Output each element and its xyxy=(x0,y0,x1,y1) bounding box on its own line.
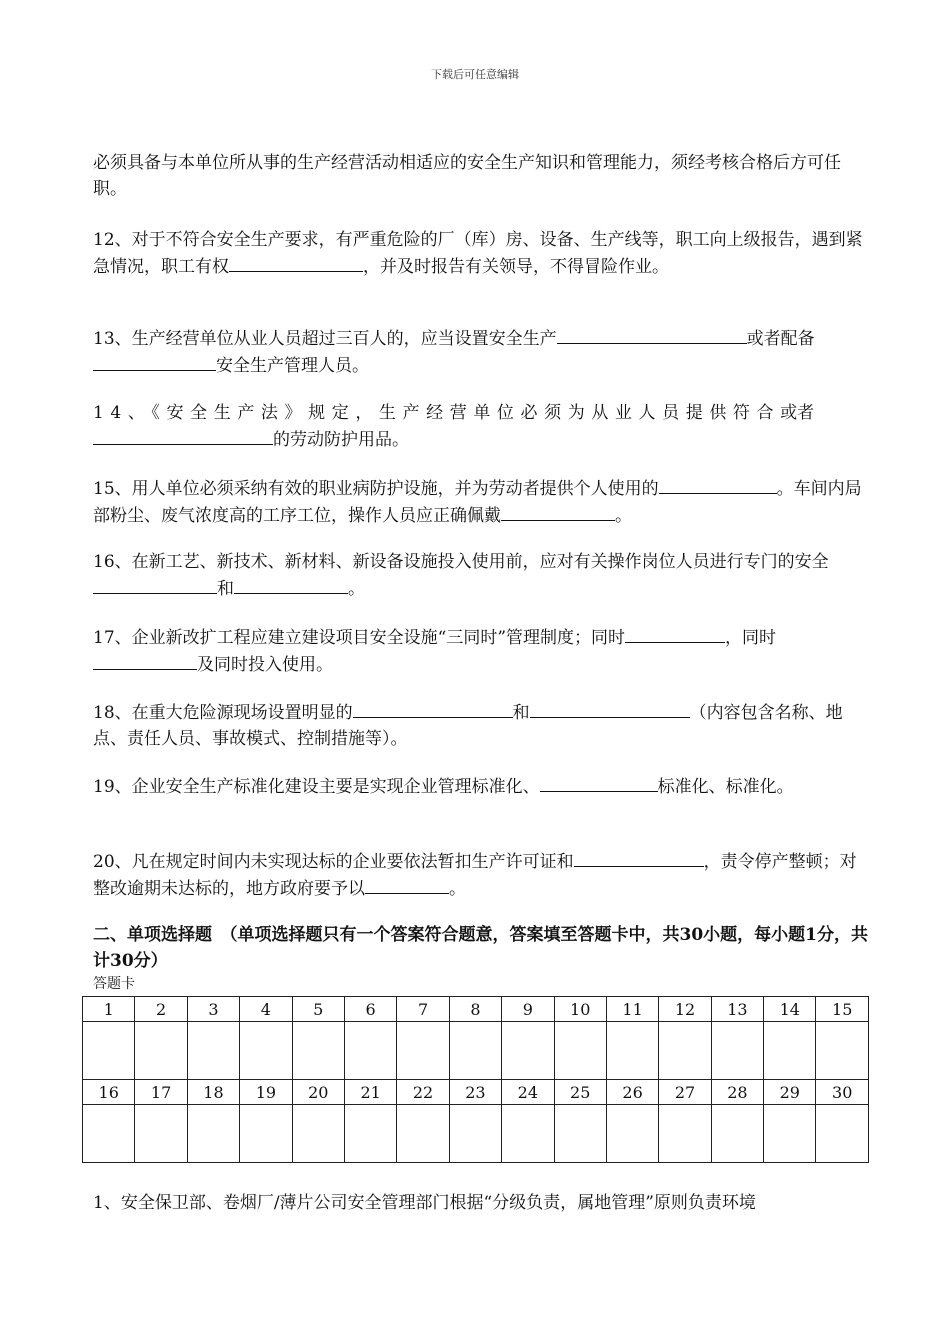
question-12 xyxy=(93,227,863,280)
question-text: 或者 xyxy=(780,403,815,423)
question-number-cell: 11 xyxy=(606,997,658,1022)
answer-cell[interactable] xyxy=(135,1105,187,1163)
question-text: 的劳动防护用品。 xyxy=(273,430,409,450)
question-text: 1、安全保卫部、卷烟厂/薄片公司安全管理部门根据“分级负责，属地管理”原则负责环境 xyxy=(93,1193,756,1213)
question-text: 。 xyxy=(348,579,365,599)
question-number-cell: 2 xyxy=(135,997,187,1022)
question-number-cell: 3 xyxy=(187,997,239,1022)
answer-cell[interactable] xyxy=(83,1105,135,1163)
question-text: 20、凡在规定时间内未实现达标的企业要依法暂扣生产许可证和 xyxy=(93,852,574,872)
answer-cell[interactable] xyxy=(606,1022,658,1080)
answer-cell[interactable] xyxy=(764,1022,816,1080)
answer-cell[interactable] xyxy=(135,1022,187,1080)
question-text: 。 xyxy=(615,506,632,526)
question-text: 标准化、 xyxy=(657,777,726,797)
question-text: 和 xyxy=(512,703,530,723)
question-17 xyxy=(93,624,863,678)
question-number-cell: 29 xyxy=(764,1080,816,1105)
question-number-cell: 13 xyxy=(711,997,763,1022)
answer-cell[interactable] xyxy=(397,1022,449,1080)
question-number-cell: 21 xyxy=(344,1080,396,1105)
question-text: 。 xyxy=(449,879,466,899)
question-number-cell: 28 xyxy=(711,1080,763,1105)
answer-cell[interactable] xyxy=(83,1022,135,1080)
question-text: 14、《安全生产法》规定，生产经营单位必须为从业人员提供符合 xyxy=(93,403,781,423)
question-14 xyxy=(93,400,863,453)
answer-cell[interactable] xyxy=(711,1022,763,1080)
answer-cell[interactable] xyxy=(502,1022,554,1080)
question-text: （内容包含名称、地点、责任人员、事故模式、控制措施等）。 xyxy=(93,703,843,749)
section-title: 二、单项选择题 （单项选择题只有一个答案符合题意，答案填至答题卡中，共30小题，每小题1分，共计30分） xyxy=(93,925,868,971)
question-number-cell: 18 xyxy=(187,1080,239,1105)
answer-card-label: 答题卡 xyxy=(93,976,135,992)
question-text: 17、企业新改扩工程应建立建设项目安全设施“三同时”管理制度；同时 xyxy=(93,628,626,648)
question-18 xyxy=(93,699,863,752)
question-20 xyxy=(93,848,863,902)
answer-cell[interactable] xyxy=(240,1022,292,1080)
question-1 xyxy=(93,1190,863,1216)
answer-blank[interactable] xyxy=(229,253,363,272)
question-number-cell: 24 xyxy=(502,1080,554,1105)
question-number-cell: 26 xyxy=(606,1080,658,1105)
question-text: 16、在新工艺、新技术、新材料、新设备设施投入使用前，应对有关操作岗位人员进行专门的安全 xyxy=(93,552,829,572)
answer-cell[interactable] xyxy=(344,1105,396,1163)
answer-cell[interactable] xyxy=(344,1022,396,1080)
answer-cell[interactable] xyxy=(187,1105,239,1163)
question-text: 及同时投入使用。 xyxy=(197,655,333,675)
answer-blank[interactable] xyxy=(540,773,658,792)
answer-card-table xyxy=(82,996,869,1163)
question-text: ，同时 xyxy=(725,628,777,648)
answer-cell[interactable] xyxy=(449,1105,501,1163)
answer-blank[interactable] xyxy=(659,475,777,494)
answer-blank[interactable] xyxy=(234,575,348,594)
question-number-cell: 1 xyxy=(83,997,135,1022)
question-15 xyxy=(93,475,863,529)
answer-blank[interactable] xyxy=(365,875,449,894)
answer-blank[interactable] xyxy=(93,651,197,670)
answer-cell[interactable] xyxy=(187,1022,239,1080)
answer-blank[interactable] xyxy=(574,848,704,867)
question-text: 。车间内局部粉尘、废气浓度高的工序工位，操作人员应正确佩戴 xyxy=(93,479,862,526)
question-number-cell: 4 xyxy=(240,997,292,1022)
page-header: 下载后可任意编辑 xyxy=(431,68,519,81)
question-number-cell: 27 xyxy=(659,1080,711,1105)
question-text: 19、企业安全生产标准化建设主要是实现企业管理标准化、 xyxy=(93,777,540,797)
question-number-cell: 7 xyxy=(397,997,449,1022)
question-number-cell: 22 xyxy=(397,1080,449,1105)
question-number-cell: 30 xyxy=(816,1080,869,1105)
answer-blank[interactable] xyxy=(93,426,273,445)
answer-blank[interactable] xyxy=(353,699,513,718)
question-number-cell: 5 xyxy=(292,997,344,1022)
question-16 xyxy=(93,549,863,602)
answer-cell[interactable] xyxy=(554,1022,606,1080)
answer-number-row xyxy=(83,1080,869,1105)
question-number-cell: 9 xyxy=(502,997,554,1022)
question-text: 标准化。 xyxy=(725,777,794,797)
answer-blank[interactable] xyxy=(557,325,747,344)
answer-blank[interactable] xyxy=(625,624,725,643)
question-number-cell: 16 xyxy=(83,1080,135,1105)
answer-blank[interactable] xyxy=(501,502,615,521)
question-text: 12、对于不符合安全生产要求，有严重危险的厂（库）房、设备、生产线等，职工向上级报告，遇到紧急情况，职工有权 xyxy=(93,230,863,277)
answer-cell[interactable] xyxy=(606,1105,658,1163)
answer-blank[interactable] xyxy=(530,699,690,718)
answer-cell[interactable] xyxy=(292,1105,344,1163)
question-number-cell: 6 xyxy=(344,997,396,1022)
question-text: ，责令停产整顿；对整改逾期未达标的，地方政府要予以 xyxy=(93,852,857,899)
answer-cell[interactable] xyxy=(816,1105,869,1163)
question-number-cell: 23 xyxy=(449,1080,501,1105)
question-number-cell: 20 xyxy=(292,1080,344,1105)
answer-input-row xyxy=(83,1022,869,1080)
question-number-cell: 17 xyxy=(135,1080,187,1105)
answer-cell[interactable] xyxy=(292,1022,344,1080)
question-number-cell: 10 xyxy=(554,997,606,1022)
answer-cell[interactable] xyxy=(554,1105,606,1163)
question-text: 15、用人单位必须采纳有效的职业病防护设施，并为劳动者提供个人使用的 xyxy=(93,479,659,499)
answer-cell[interactable] xyxy=(659,1105,711,1163)
question-number-cell: 14 xyxy=(764,997,816,1022)
answer-blank[interactable] xyxy=(93,352,216,371)
question-13 xyxy=(93,325,863,379)
question-number-cell: 25 xyxy=(554,1080,606,1105)
answer-cell[interactable] xyxy=(397,1105,449,1163)
answer-cell[interactable] xyxy=(659,1022,711,1080)
question-text: 和 xyxy=(217,579,234,599)
answer-cell[interactable] xyxy=(502,1105,554,1163)
paragraph-continuation xyxy=(93,150,863,202)
answer-blank[interactable] xyxy=(93,575,217,594)
paragraph-text: 必须具备与本单位所从事的生产经营活动相适应的安全生产知识和管理能力，须经考核合格后方可任职。 xyxy=(93,153,841,199)
answer-input-row xyxy=(83,1105,869,1163)
question-text: 安全生产管理人员。 xyxy=(216,356,369,376)
answer-cell[interactable] xyxy=(449,1022,501,1080)
question-number-cell: 12 xyxy=(659,997,711,1022)
question-number-cell: 15 xyxy=(816,997,869,1022)
answer-number-row xyxy=(83,997,869,1022)
question-text: 或者配备 xyxy=(746,329,815,349)
question-number-cell: 19 xyxy=(240,1080,292,1105)
question-text: 18、在重大危险源现场设置明显的 xyxy=(93,703,353,723)
question-19 xyxy=(93,773,863,800)
question-text: ，并及时报告有关领导，不得冒险作业。 xyxy=(363,257,669,277)
answer-cell[interactable] xyxy=(816,1022,869,1080)
answer-cell[interactable] xyxy=(240,1105,292,1163)
question-text: 13、生产经营单位从业人员超过三百人的，应当设置安全生产 xyxy=(93,329,557,349)
answer-cell[interactable] xyxy=(711,1105,763,1163)
question-number-cell: 8 xyxy=(449,997,501,1022)
answer-cell[interactable] xyxy=(764,1105,816,1163)
